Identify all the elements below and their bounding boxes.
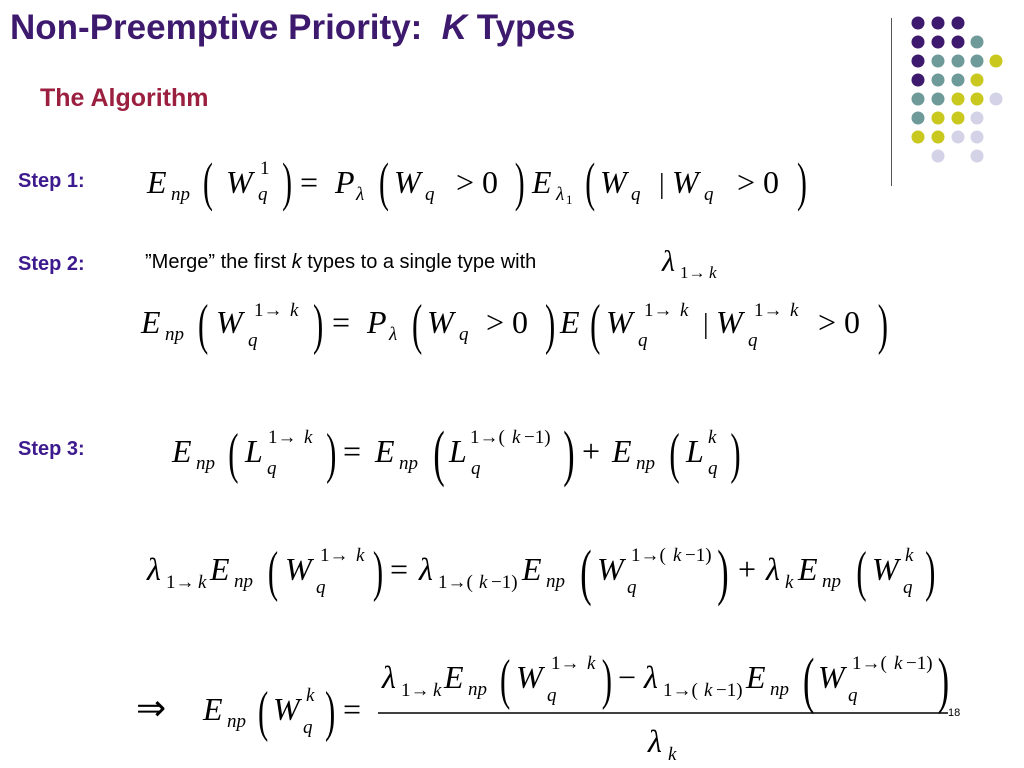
svg-text:k: k bbox=[198, 572, 207, 593]
svg-text:W: W bbox=[672, 164, 699, 200]
svg-text:q: q bbox=[547, 685, 557, 706]
svg-text:L: L bbox=[245, 433, 263, 469]
svg-text:k: k bbox=[587, 653, 596, 674]
equation-lambda-merge bbox=[661, 245, 717, 282]
svg-text:1→(: 1→( bbox=[852, 653, 887, 674]
svg-text:): ) bbox=[372, 540, 384, 603]
svg-text:W: W bbox=[226, 164, 253, 200]
svg-text:1: 1 bbox=[260, 158, 270, 179]
svg-text:): ) bbox=[563, 418, 575, 488]
svg-text:> 0: > 0 bbox=[818, 304, 861, 340]
svg-text:q: q bbox=[471, 458, 481, 479]
svg-text:): ) bbox=[282, 152, 293, 213]
svg-text:−1): −1) bbox=[906, 653, 933, 674]
svg-text:k: k bbox=[290, 300, 299, 321]
svg-text:> 0: > 0 bbox=[456, 164, 499, 200]
svg-text:k: k bbox=[894, 653, 903, 674]
svg-text:np: np bbox=[196, 453, 215, 474]
svg-text:E: E bbox=[172, 433, 192, 469]
svg-text:λ: λ bbox=[766, 551, 780, 587]
svg-text:λ: λ bbox=[556, 184, 565, 205]
svg-text:−1): −1) bbox=[685, 545, 712, 566]
svg-text:L: L bbox=[686, 433, 704, 469]
svg-text:1→(: 1→( bbox=[470, 427, 505, 448]
svg-text:q: q bbox=[631, 184, 641, 205]
svg-text:W: W bbox=[872, 551, 899, 587]
step2-label: Step 2: bbox=[18, 253, 85, 275]
equation-step3-c bbox=[136, 645, 949, 765]
svg-text:1→(: 1→( bbox=[631, 545, 666, 566]
svg-text:q: q bbox=[638, 330, 648, 351]
svg-text:1→(: 1→( bbox=[438, 572, 473, 593]
svg-text:k: k bbox=[668, 744, 677, 765]
svg-text:E: E bbox=[532, 164, 552, 200]
svg-text:(: ( bbox=[378, 152, 389, 213]
svg-text:): ) bbox=[877, 293, 889, 356]
svg-text:=: = bbox=[343, 691, 362, 727]
svg-text:E: E bbox=[522, 551, 542, 587]
svg-text:(: ( bbox=[228, 422, 239, 485]
svg-text:1→: 1→ bbox=[680, 263, 706, 282]
svg-text:+: + bbox=[738, 551, 757, 587]
svg-text:k: k bbox=[433, 680, 442, 701]
svg-text:k: k bbox=[708, 427, 717, 448]
svg-text:k: k bbox=[785, 572, 794, 593]
svg-text:q: q bbox=[267, 458, 277, 479]
slide-subtitle: The Algorithm bbox=[40, 84, 209, 112]
svg-text:L: L bbox=[449, 433, 467, 469]
svg-text:): ) bbox=[545, 293, 556, 356]
equation-step1 bbox=[146, 153, 807, 212]
svg-text:E: E bbox=[612, 433, 632, 469]
svg-text:λ: λ bbox=[662, 245, 675, 278]
svg-text:λ: λ bbox=[389, 324, 398, 345]
svg-text:W: W bbox=[216, 304, 243, 340]
svg-text:): ) bbox=[937, 645, 950, 715]
svg-text:q: q bbox=[708, 458, 718, 479]
step2-text-before: ”Merge” the first bbox=[145, 251, 287, 273]
svg-text:=: = bbox=[390, 551, 409, 587]
svg-text:np: np bbox=[171, 184, 190, 205]
svg-text:(: ( bbox=[257, 680, 269, 743]
svg-text:(: ( bbox=[499, 648, 511, 711]
svg-text:W: W bbox=[597, 551, 624, 587]
svg-text:(: ( bbox=[856, 540, 867, 603]
svg-text:np: np bbox=[234, 571, 253, 592]
svg-text:k: k bbox=[479, 572, 488, 593]
svg-text:np: np bbox=[822, 571, 841, 592]
svg-text:λ: λ bbox=[356, 184, 365, 205]
svg-text:): ) bbox=[325, 680, 336, 743]
svg-text:): ) bbox=[925, 540, 936, 603]
svg-text:q: q bbox=[316, 577, 326, 598]
step1-label: Step 1: bbox=[18, 170, 85, 192]
svg-text:np: np bbox=[399, 453, 418, 474]
svg-text:np: np bbox=[636, 453, 655, 474]
equation-step3-b bbox=[146, 537, 935, 606]
svg-text:q: q bbox=[425, 184, 435, 205]
svg-text:q: q bbox=[258, 184, 268, 205]
svg-text:q: q bbox=[903, 577, 913, 598]
svg-text:1→: 1→ bbox=[644, 300, 673, 321]
svg-text:np: np bbox=[468, 679, 487, 700]
equation-step3-a bbox=[171, 418, 741, 487]
svg-text:E: E bbox=[141, 304, 161, 340]
svg-text:1→: 1→ bbox=[754, 300, 783, 321]
svg-text:−: − bbox=[618, 659, 637, 695]
page-number: 18 bbox=[948, 707, 961, 719]
svg-text:E: E bbox=[798, 551, 818, 587]
step2-text-after: types to a single type with bbox=[307, 251, 537, 273]
step3-label: Step 3: bbox=[18, 438, 85, 460]
svg-text:np: np bbox=[546, 571, 565, 592]
svg-text:−1): −1) bbox=[524, 427, 551, 448]
svg-text:1: 1 bbox=[566, 192, 573, 207]
svg-text:): ) bbox=[312, 293, 324, 356]
svg-text:k: k bbox=[680, 300, 689, 321]
svg-text:(: ( bbox=[267, 540, 279, 603]
svg-text:λ: λ bbox=[419, 551, 433, 587]
svg-text:k: k bbox=[790, 300, 799, 321]
svg-text:|: | bbox=[659, 169, 665, 200]
svg-text:q: q bbox=[748, 330, 758, 351]
svg-text:λ: λ bbox=[147, 551, 161, 587]
svg-text:q: q bbox=[248, 330, 258, 351]
svg-text:q: q bbox=[303, 717, 313, 738]
svg-text:−1): −1) bbox=[491, 572, 518, 593]
svg-text:E: E bbox=[375, 433, 395, 469]
svg-text:1→: 1→ bbox=[320, 545, 349, 566]
svg-text:k: k bbox=[356, 545, 365, 566]
svg-text:(: ( bbox=[202, 152, 213, 213]
svg-text:−1): −1) bbox=[716, 680, 743, 701]
svg-text:1→: 1→ bbox=[254, 300, 283, 321]
svg-text:W: W bbox=[818, 659, 845, 695]
svg-text:): ) bbox=[730, 422, 741, 485]
svg-text:W: W bbox=[516, 659, 543, 695]
svg-text:k: k bbox=[512, 427, 521, 448]
equation-step2 bbox=[140, 293, 888, 355]
svg-text:λ: λ bbox=[644, 659, 658, 695]
svg-text:): ) bbox=[601, 648, 612, 711]
svg-text:E: E bbox=[444, 659, 464, 695]
svg-text:> 0: > 0 bbox=[486, 304, 529, 340]
svg-text:(: ( bbox=[803, 645, 815, 715]
svg-text:(: ( bbox=[585, 152, 596, 213]
svg-text:k: k bbox=[905, 545, 914, 566]
svg-text:): ) bbox=[326, 422, 337, 485]
step2-text-k: k bbox=[291, 251, 302, 273]
svg-text:q: q bbox=[459, 324, 469, 345]
svg-text:=: = bbox=[343, 433, 362, 469]
svg-text:(: ( bbox=[433, 418, 445, 488]
svg-text:(: ( bbox=[198, 293, 209, 356]
svg-text:k: k bbox=[704, 680, 713, 701]
svg-text:): ) bbox=[717, 537, 729, 607]
svg-text:E: E bbox=[210, 551, 230, 587]
svg-text:(: ( bbox=[411, 293, 423, 356]
svg-text:np: np bbox=[227, 711, 246, 732]
svg-text:k: k bbox=[709, 263, 717, 282]
svg-text:E: E bbox=[203, 691, 223, 727]
svg-text:k: k bbox=[304, 427, 313, 448]
svg-text:λ: λ bbox=[648, 723, 662, 759]
svg-text:W: W bbox=[273, 691, 300, 727]
svg-text:P: P bbox=[335, 164, 355, 200]
svg-text:⇒: ⇒ bbox=[136, 688, 167, 728]
svg-text:E: E bbox=[746, 659, 766, 695]
svg-text:k: k bbox=[306, 685, 315, 706]
title-k: K bbox=[441, 8, 468, 47]
svg-text:q: q bbox=[848, 685, 858, 706]
svg-text:E: E bbox=[147, 164, 167, 200]
svg-text:E: E bbox=[560, 304, 580, 340]
title-prefix: Non-Preemptive Priority: bbox=[10, 8, 423, 47]
svg-text:W: W bbox=[600, 164, 627, 200]
svg-text:|: | bbox=[703, 309, 709, 340]
svg-text:> 0: > 0 bbox=[737, 164, 780, 200]
svg-text:1→(: 1→( bbox=[663, 680, 698, 701]
svg-text:): ) bbox=[514, 152, 525, 213]
svg-text:P: P bbox=[367, 304, 387, 340]
svg-text:W: W bbox=[716, 304, 743, 340]
svg-text:W: W bbox=[394, 164, 421, 200]
svg-text:W: W bbox=[606, 304, 633, 340]
svg-text:(: ( bbox=[669, 422, 680, 485]
svg-text:q: q bbox=[704, 184, 714, 205]
svg-text:1→: 1→ bbox=[166, 572, 195, 593]
svg-text:=: = bbox=[300, 164, 319, 200]
svg-text:W: W bbox=[285, 551, 312, 587]
svg-text:1→: 1→ bbox=[401, 680, 430, 701]
svg-text:q: q bbox=[627, 577, 637, 598]
svg-text:(: ( bbox=[590, 293, 601, 356]
svg-text:1→: 1→ bbox=[551, 653, 580, 674]
svg-text:k: k bbox=[673, 545, 682, 566]
svg-text:(: ( bbox=[580, 537, 592, 607]
svg-text:=: = bbox=[332, 304, 351, 340]
svg-text:np: np bbox=[770, 679, 789, 700]
svg-text:W: W bbox=[427, 304, 454, 340]
svg-text:np: np bbox=[165, 324, 184, 345]
svg-text:1→: 1→ bbox=[268, 427, 297, 448]
svg-text:λ: λ bbox=[382, 659, 396, 695]
svg-text:+: + bbox=[582, 433, 601, 469]
svg-text:): ) bbox=[796, 152, 807, 213]
title-suffix: Types bbox=[476, 8, 576, 47]
